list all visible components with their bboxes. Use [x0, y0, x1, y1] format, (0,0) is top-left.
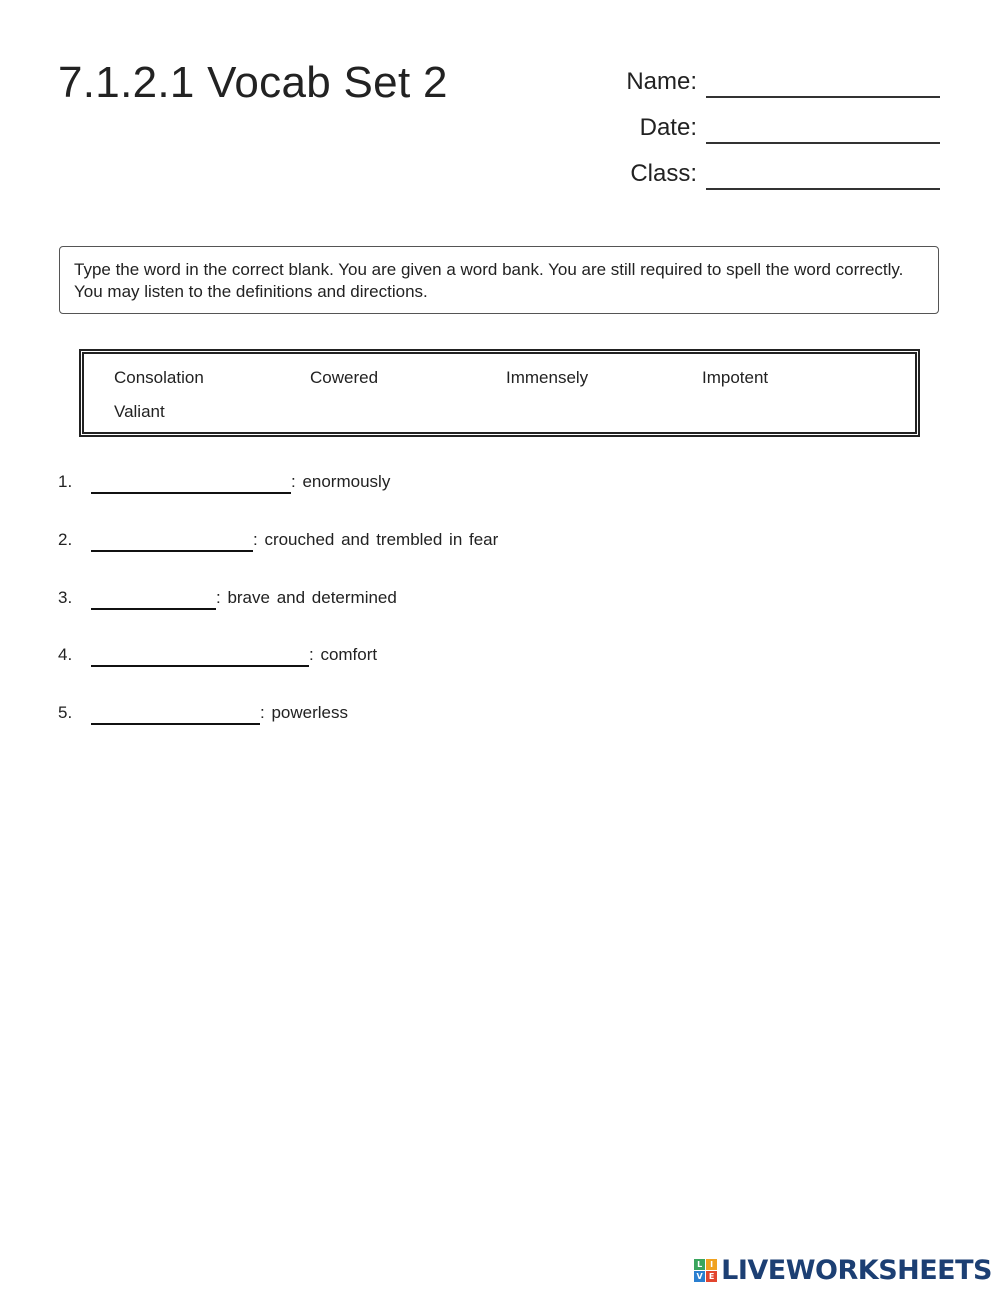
liveworksheets-logo: [694, 1255, 992, 1285]
logo-tile: E: [706, 1271, 717, 1282]
question-number: 3.: [58, 588, 73, 607]
logo-tile: V: [694, 1271, 705, 1282]
instructions-box: Type the word in the correct blank. You are given a word bank. You are still required to spell the word correctly. You may listen to the definitions and directions.: [59, 246, 939, 314]
page-title: 7.1.2.1 Vocab Set 2: [58, 58, 448, 107]
class-field-row: [600, 150, 940, 190]
name-label: Name:: [626, 68, 697, 95]
word-bank-item: Impotent: [702, 368, 769, 387]
answer-blank-3[interactable]: [91, 588, 216, 610]
answer-blank-2[interactable]: [91, 530, 253, 552]
word-bank-item: Immensely: [506, 368, 589, 387]
word-bank-list: [114, 367, 895, 423]
answer-blank-5[interactable]: [91, 703, 260, 725]
question-definition: : brave and determined: [216, 588, 397, 607]
word-bank-item: Cowered: [310, 368, 379, 387]
question-definition: : crouched and trembled in fear: [253, 530, 499, 549]
date-label: Date:: [639, 114, 697, 141]
answer-blank-4[interactable]: [91, 645, 309, 667]
name-field-row: [600, 58, 940, 98]
question-definition: : enormously: [291, 472, 391, 491]
question-number: 1.: [58, 472, 73, 491]
date-field-row: [600, 104, 940, 144]
question-number: 5.: [58, 703, 73, 722]
date-line: [706, 142, 940, 144]
word-bank-item: Consolation: [114, 368, 204, 387]
question-number: 4.: [58, 645, 73, 664]
question-definition: : powerless: [260, 703, 348, 722]
answer-blank-1[interactable]: [91, 472, 291, 494]
question-definition: : comfort: [309, 645, 378, 664]
logo-text: LIVEWORKSHEETS: [721, 1254, 992, 1286]
question-number: 2.: [58, 530, 73, 549]
liveworksheets-logo-icon: [694, 1259, 717, 1282]
logo-tile: L: [694, 1259, 705, 1270]
name-line: [706, 96, 940, 98]
word-bank: [79, 349, 920, 437]
class-line: [706, 188, 940, 190]
word-bank-item: Valiant: [114, 402, 165, 421]
class-label: Class:: [630, 160, 697, 187]
logo-tile: I: [706, 1259, 717, 1270]
